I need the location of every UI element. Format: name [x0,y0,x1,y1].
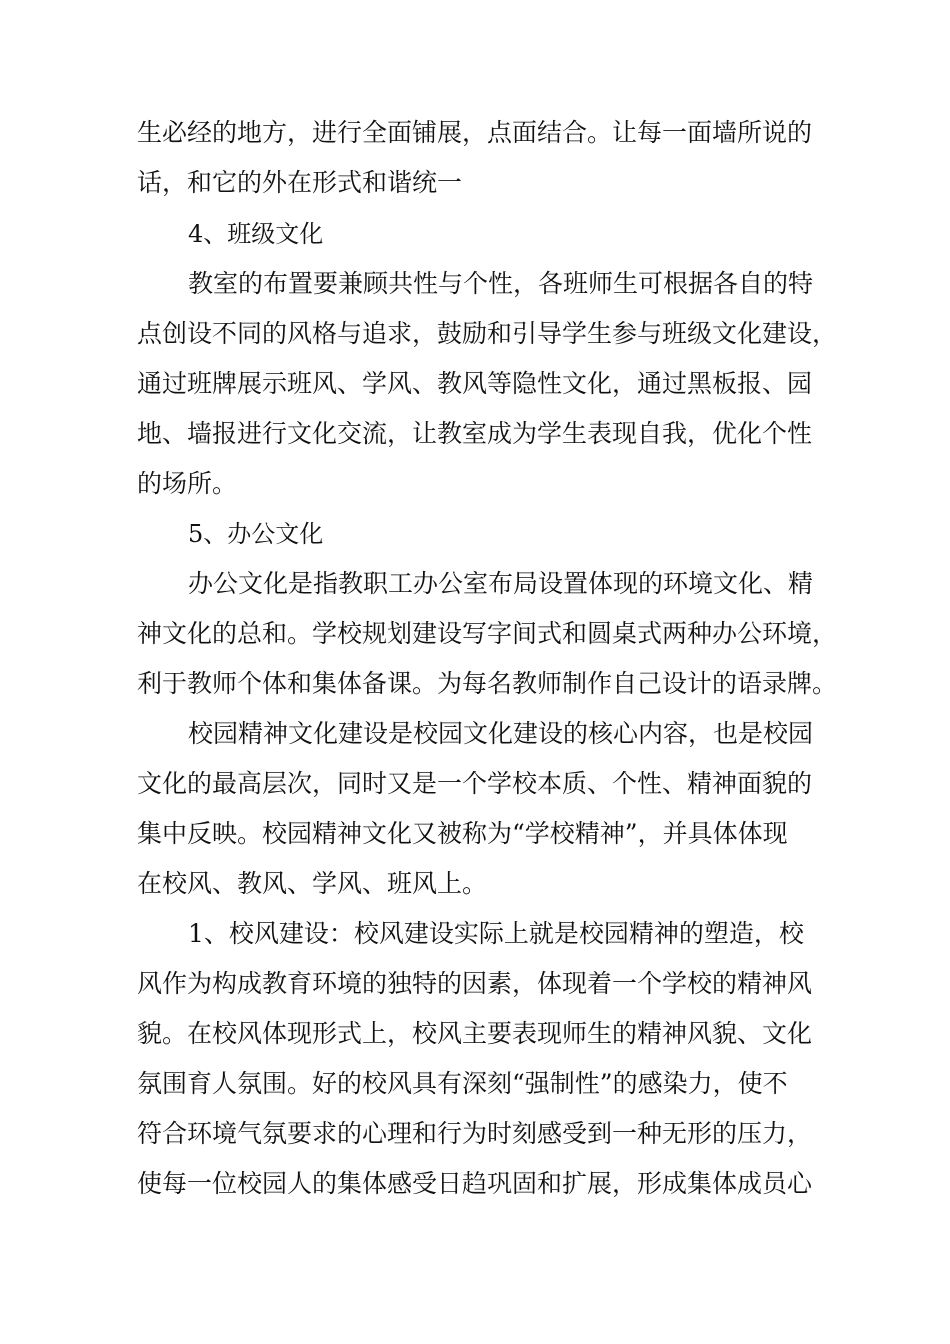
text-line: 点创设不同的风格与追求，鼓励和引导学生参与班级文化建设， [137,319,838,348]
text-line: 地、墙报进行文化交流，让教室成为学生表现自我，优化个性 [137,419,813,448]
text-line: 风作为构成教育环境的独特的因素，体现着一个学校的精神风 [137,969,813,998]
text-line: 氛围育人氛围。好的校风具有深刻“强制性”的感染力，使不 [137,1069,788,1098]
text-line: 生必经的地方，进行全面铺展，点面结合。让每一面墙所说的 [137,118,813,147]
paragraph-first-line: 办公文化是指教职工办公室布局设置体现的环境文化、精 [188,569,814,598]
text-line: 在校风、教风、学风、班风上。 [137,869,488,898]
paragraph-first-line: 教室的布置要兼顾共性与个性，各班师生可根据各自的特 [188,269,814,298]
section-heading: 5、办公文化 [188,520,324,548]
text-line: 神文化的总和。学校规划建设写字间式和圆桌式两种办公环境， [137,619,838,648]
text-line: 的场所。 [137,469,238,498]
text-line: 符合环境气氛要求的心理和行为时刻感受到一种无形的压力， [137,1119,813,1148]
text-line: 集中反映。校园精神文化又被称为“学校精神”，并具体体现 [137,819,788,848]
text-line: 貌。在校风体现形式上，校风主要表现师生的精神风貌、文化 [137,1019,813,1048]
section-heading: 4、班级文化 [188,220,324,248]
paragraph-first-line: 校园精神文化建设是校园文化建设的核心内容，也是校园 [188,719,814,748]
text-line: 利于教师个体和集体备课。为每名教师制作自己设计的语录牌。 [137,669,838,698]
text-line: 话，和它的外在形式和谐统一 [137,168,463,197]
text-line: 通过班牌展示班风、学风、教风等隐性文化，通过黑板报、园 [137,369,813,398]
text-line: 文化的最高层次，同时又是一个学校本质、个性、精神面貌的 [137,769,813,798]
text-line: 使每一位校园人的集体感受日趋巩固和扩展，形成集体成员心 [137,1169,813,1198]
paragraph-first-line: 1、校风建设：校风建设实际上就是校园精神的塑造，校 [188,919,804,948]
